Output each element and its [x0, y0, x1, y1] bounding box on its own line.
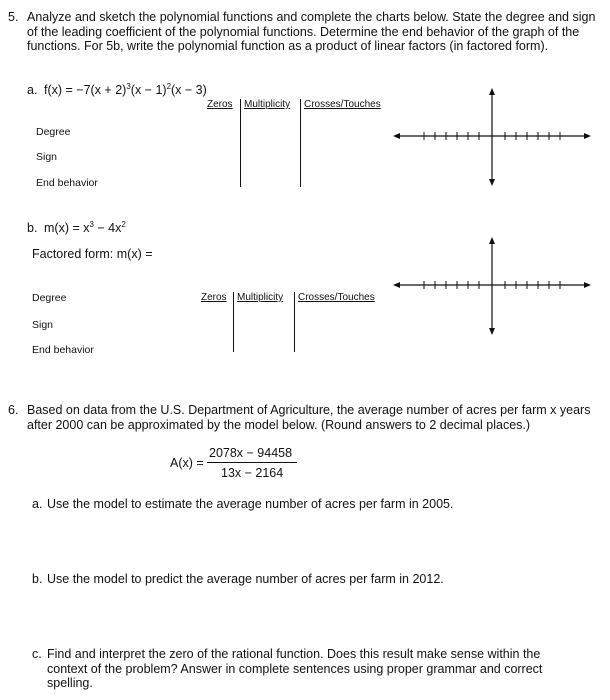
q5b-sign-label: Sign	[32, 319, 54, 331]
q5-number: 5.	[8, 10, 19, 24]
q6-model-denominator: 13x − 2164	[221, 466, 284, 480]
q5b-col-zeros: Zeros	[201, 292, 227, 303]
q5b-table-divider-2	[294, 292, 295, 352]
q5b-col-multiplicity: Multiplicity	[237, 292, 284, 303]
q5a-col-zeros: Zeros	[207, 99, 233, 110]
q5a-coordinate-axes	[393, 88, 593, 188]
q6-model-lhs: A(x) =	[170, 456, 204, 470]
q5b-table-divider-1	[233, 292, 234, 352]
q5a-col-multiplicity: Multiplicity	[244, 99, 291, 110]
q6a-text: Use the model to estimate the average number of acres per farm in 2005.	[47, 497, 454, 511]
q6c-label: c.	[32, 647, 42, 661]
q5b-col-crosses: Crosses/Touches	[298, 292, 375, 303]
q5a-degree-label: Degree	[36, 126, 71, 138]
q6a-label: a.	[32, 497, 43, 511]
q5b-factored-form: Factored form: m(x) =	[32, 247, 153, 261]
q6b-label: b.	[32, 572, 43, 586]
q5a-col-crosses: Crosses/Touches	[304, 99, 381, 110]
q5a-label: a.	[27, 83, 38, 97]
q6b-text: Use the model to predict the average number of acres per farm in 2012.	[47, 572, 444, 586]
q5b-function: $m(x) = x^3 - 4x^2$	[44, 219, 126, 235]
q5a-table-divider-1	[240, 99, 241, 187]
q5b-degree-label: Degree	[32, 292, 67, 304]
q5a-function: $f(x) = -7(x + 2)^3(x - 1)^2(x - 3)$	[44, 81, 207, 97]
q5a-end-behavior-label: End behavior	[36, 177, 98, 189]
q5b-label: b.	[27, 221, 38, 235]
q6-model-numerator: 2078x − 94458	[209, 446, 293, 460]
q6-number: 6.	[8, 403, 19, 417]
q5b-end-behavior-label: End behavior	[32, 344, 94, 356]
q6-fraction-bar	[207, 462, 297, 463]
q6-instructions: Based on data from the U.S. Department of Agriculture, the average number of acres per farm x years after 2000 can be approximated by the model below. (Round answers to 2 decimal places.)	[27, 403, 591, 432]
q6c-text: Find and interpret the zero of the rational function. Does this result make sense within the context of the problem? Answer in complete sentences using proper grammar and correct spelling.	[47, 647, 543, 690]
q5a-sign-label: Sign	[36, 151, 58, 163]
q5b-coordinate-axes	[393, 237, 593, 337]
q5a-table-divider-2	[300, 99, 301, 187]
q5-instructions: Analyze and sketch the polynomial functions and complete the charts below. State the degree and sign of the leading coefficient of the polynomial functions. Determine the end behavior of the graph of the functions. For 5b, write the polynomial function as a product of linear factors (in factored form).	[27, 10, 596, 53]
